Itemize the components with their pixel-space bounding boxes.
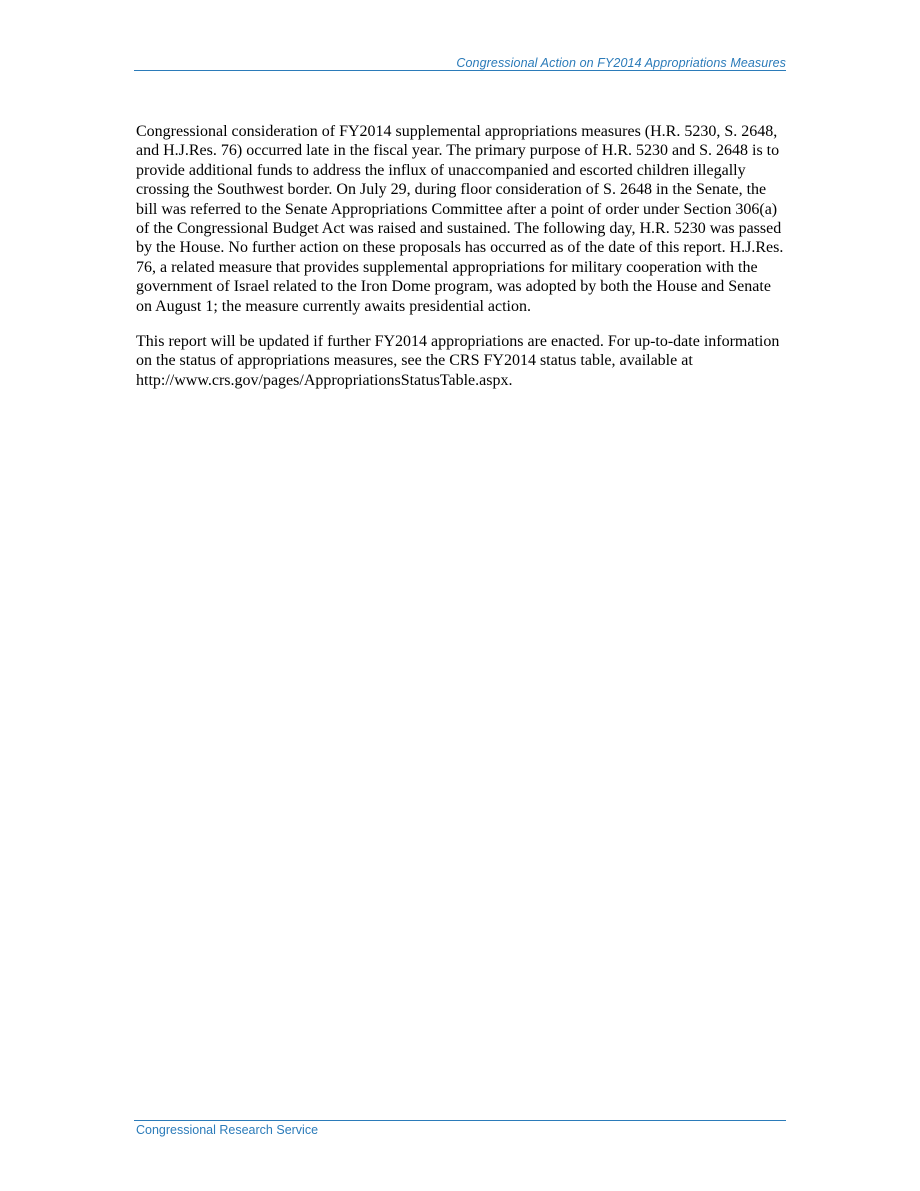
footer-organization: Congressional Research Service <box>136 1123 319 1137</box>
body-paragraph: Congressional consideration of FY2014 supplemental appropriations measures (H.R. 5230, S. 2648, and H.J.Res. 76) occurred late in the fiscal year. The primary purpose of H.R. 5230 and S. 2648 is to provide additional funds to address the influx of unaccompanied and escorted children illegally crossing the Southwest border. On July 29, during floor consideration of S. 2648 in the Senate, the bill was referred to the Senate Appropriations Committee after a point of order under Section 306(a) of the Congressional Budget Act was raised and sustained. The following day, H.R. 5230 was passed by the House. No further action on these proposals has occurred as of the date of this report. H.J.Res. 76, a related measure that provides supplemental appropriations for military cooperation with the government of Israel related to the Iron Dome program, was adopted by both the House and Senate on August 1; the measure currently awaits presidential action. <box>136 123 784 315</box>
body-paragraph: This report will be updated if further FY2014 appropriations are enacted. For up-to-date information on the status of appropriations measures, see the CRS FY2014 status table, available at http://www.crs.gov/pages/AppropriationsStatusTable.aspx. <box>136 333 780 389</box>
running-header <box>134 54 786 71</box>
running-footer <box>134 1120 786 1137</box>
report-body <box>136 122 784 406</box>
running-header-title: Congressional Action on FY2014 Appropriations Measures <box>456 56 786 70</box>
